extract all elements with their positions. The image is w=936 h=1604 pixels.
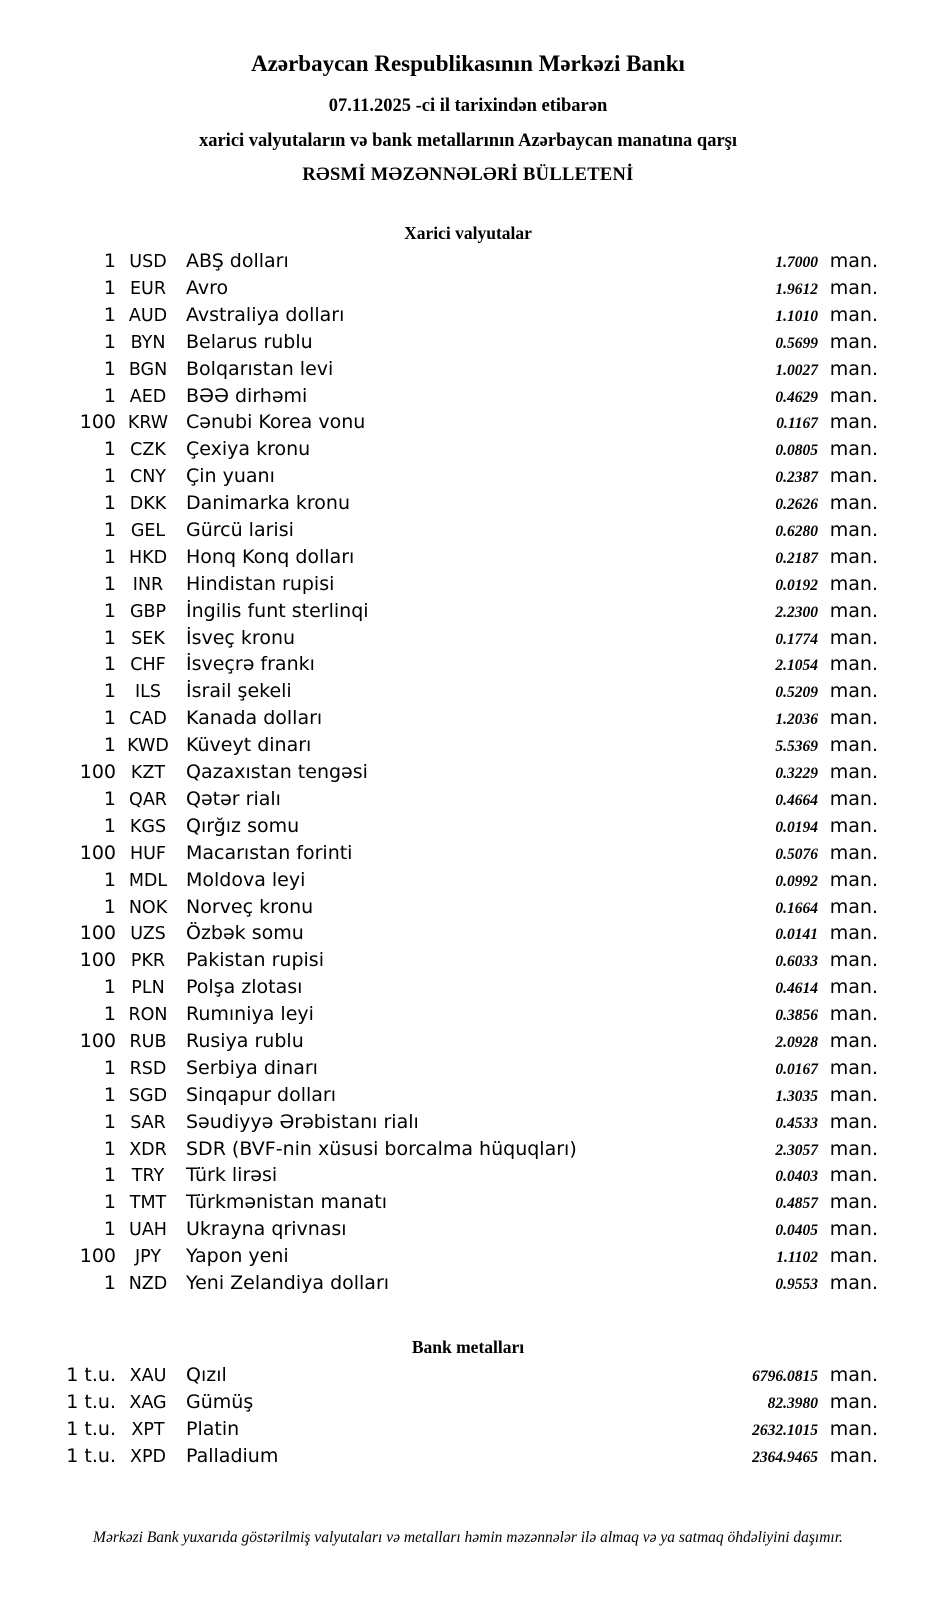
currency-name: Gürcü larisi xyxy=(186,519,294,542)
currency-row xyxy=(58,546,878,573)
currency-row xyxy=(58,1191,878,1218)
bank-title: Azərbaycan Respublikasının Mərkəzi Bankı xyxy=(251,51,685,76)
currency-unit-label: man. xyxy=(829,680,878,703)
currency-rate: 0.4629 xyxy=(775,388,818,406)
currency-code: AED xyxy=(129,386,167,407)
currency-code: JPY xyxy=(134,1247,162,1268)
currency-name: Kanada dolları xyxy=(186,707,323,730)
currency-quantity: 1 xyxy=(103,626,116,649)
bulletin-subtitle: xarici valyutaların və bank metallarının Azərbaycan manatına qarşı xyxy=(198,130,738,151)
currency-quantity: 100 xyxy=(79,949,116,972)
currency-name: Türkmənistan manatı xyxy=(186,1191,388,1214)
currencies-section-heading: Xarici valyutalar xyxy=(404,223,532,244)
currency-row xyxy=(58,465,878,492)
currency-code: KWD xyxy=(127,736,169,757)
currency-quantity: 100 xyxy=(79,1029,116,1052)
currency-row xyxy=(58,1164,878,1191)
metal-row xyxy=(58,1391,878,1418)
currency-row xyxy=(58,1057,878,1084)
currency-rate: 1.1010 xyxy=(775,307,818,325)
currency-row xyxy=(58,1030,878,1057)
currency-code: UZS xyxy=(130,924,166,945)
currency-row xyxy=(58,519,878,546)
metal-unit-label: man. xyxy=(829,1390,878,1413)
currency-row xyxy=(58,1003,878,1030)
currency-unit-label: man. xyxy=(829,438,878,461)
currency-code: DKK xyxy=(129,494,167,515)
currency-quantity: 100 xyxy=(79,841,116,864)
currency-rate: 1.0027 xyxy=(775,361,818,379)
currency-unit-label: man. xyxy=(829,1003,878,1026)
currency-rate: 1.9612 xyxy=(775,281,818,299)
currency-unit-label: man. xyxy=(829,545,878,568)
currency-name: Yeni Zelandiya dolları xyxy=(186,1271,390,1294)
currency-unit-label: man. xyxy=(829,626,878,649)
currency-rate: 0.2187 xyxy=(775,549,818,567)
metal-row xyxy=(58,1418,878,1445)
currency-unit-label: man. xyxy=(829,949,878,972)
currency-unit-label: man. xyxy=(829,572,878,595)
currency-quantity: 1 xyxy=(103,492,116,515)
currency-unit-label: man. xyxy=(829,976,878,999)
currency-rate: 1.7000 xyxy=(775,254,818,272)
currency-unit-label: man. xyxy=(829,357,878,380)
currency-name: Avro xyxy=(186,277,229,300)
currency-rate: 1.1102 xyxy=(776,1249,818,1267)
currency-code: TRY xyxy=(131,1166,165,1187)
currency-quantity: 1 xyxy=(103,734,116,757)
currency-rate: 0.0403 xyxy=(775,1168,818,1186)
currency-rate: 5.5369 xyxy=(775,738,818,756)
currency-name: Hindistan rupisi xyxy=(186,572,335,595)
currency-quantity: 1 xyxy=(103,814,116,837)
currency-unit-label: man. xyxy=(829,841,878,864)
currency-code: BGN xyxy=(128,359,168,380)
currency-unit-label: man. xyxy=(829,1137,878,1160)
currency-rate: 0.3229 xyxy=(775,765,818,783)
currency-rate: 1.2036 xyxy=(775,711,818,729)
currency-rate: 0.5209 xyxy=(775,684,818,702)
currency-rate: 0.1774 xyxy=(775,630,818,648)
currency-quantity: 1 xyxy=(103,653,116,676)
currency-quantity: 1 xyxy=(103,787,116,810)
metal-rate: 2364.9465 xyxy=(752,1448,818,1466)
currency-quantity: 1 xyxy=(103,438,116,461)
currency-code: SAR xyxy=(130,1112,166,1133)
currency-quantity: 100 xyxy=(79,922,116,945)
currency-quantity: 1 xyxy=(103,1191,116,1214)
currency-code: GBP xyxy=(129,601,167,622)
currency-rate: 0.5699 xyxy=(775,334,818,352)
currency-unit-label: man. xyxy=(829,277,878,300)
currency-quantity: 1 xyxy=(103,895,116,918)
currency-unit-label: man. xyxy=(829,707,878,730)
currency-rate: 0.1167 xyxy=(776,415,818,433)
currency-quantity: 1 xyxy=(103,1164,116,1187)
currency-code: SEK xyxy=(131,628,165,649)
currency-code: ILS xyxy=(134,682,162,703)
currency-quantity: 1 xyxy=(103,599,116,622)
currency-row xyxy=(58,411,878,438)
currency-quantity: 100 xyxy=(79,761,116,784)
metal-name: Gümüş xyxy=(186,1390,254,1413)
currency-quantity: 1 xyxy=(103,519,116,542)
currency-unit-label: man. xyxy=(829,1110,878,1133)
currency-code: KGS xyxy=(129,816,167,837)
currency-name: Çin yuanı xyxy=(186,465,275,488)
currency-unit-label: man. xyxy=(829,1056,878,1079)
currency-rate: 0.6280 xyxy=(775,523,818,541)
currency-name: İsveçrə frankı xyxy=(186,653,315,676)
currency-rate: 2.1054 xyxy=(775,657,818,675)
currency-code: RON xyxy=(128,1005,168,1026)
currency-unit-label: man. xyxy=(829,411,878,434)
currency-quantity: 1 xyxy=(103,1003,116,1026)
currency-row xyxy=(58,680,878,707)
effective-date-line: 07.11.2025 -ci il tarixindən etibarən xyxy=(328,95,608,116)
currency-name: Danimarka kronu xyxy=(186,492,351,515)
currency-name: Bolqarıstan levi xyxy=(186,357,334,380)
currency-row xyxy=(58,976,878,1003)
currency-unit-label: man. xyxy=(829,895,878,918)
currency-code: INR xyxy=(132,574,164,595)
currency-rate: 0.5076 xyxy=(775,845,818,863)
currency-name: Səudiyyə Ərəbistanı rialı xyxy=(186,1110,419,1133)
currency-row xyxy=(58,896,878,923)
currency-rate: 0.0141 xyxy=(775,926,818,944)
currency-code: NZD xyxy=(128,1273,168,1294)
currency-name: Yapon yeni xyxy=(186,1245,289,1268)
currency-name: Moldova leyi xyxy=(186,868,306,891)
currency-rate: 0.0192 xyxy=(775,576,818,594)
metal-unit-label: man. xyxy=(829,1417,878,1440)
currency-unit-label: man. xyxy=(829,1245,878,1268)
currency-name: Serbiya dinarı xyxy=(186,1056,318,1079)
currency-name: Ukrayna qrivnası xyxy=(186,1218,347,1241)
currency-code: QAR xyxy=(129,789,167,810)
metal-name: Palladium xyxy=(186,1444,279,1467)
currency-quantity: 1 xyxy=(103,572,116,595)
currency-name: Norveç kronu xyxy=(186,895,314,918)
currency-quantity: 1 xyxy=(103,384,116,407)
currency-quantity: 1 xyxy=(103,868,116,891)
currency-name: Cənubi Korea vonu xyxy=(186,411,366,434)
currency-row xyxy=(58,573,878,600)
metal-rate: 6796.0815 xyxy=(752,1367,818,1385)
currency-name: Polşa zlotası xyxy=(186,976,303,999)
currency-name: Qırğız somu xyxy=(186,814,300,837)
currency-rate: 0.0805 xyxy=(775,442,818,460)
currency-name: Özbək somu xyxy=(186,922,304,945)
currency-code: PKR xyxy=(130,951,166,972)
metal-rate: 2632.1015 xyxy=(752,1421,818,1439)
currency-quantity: 1 xyxy=(103,1056,116,1079)
currency-rate: 0.4533 xyxy=(775,1114,818,1132)
currency-code: KRW xyxy=(127,413,169,434)
currency-name: Türk lirəsi xyxy=(186,1164,278,1187)
metal-quantity: 1 t.u. xyxy=(66,1363,116,1386)
currency-name: SDR (BVF-nin xüsusi borcalma hüquqları) xyxy=(186,1137,577,1160)
currency-row xyxy=(58,707,878,734)
currency-quantity: 1 xyxy=(103,465,116,488)
currency-unit-label: man. xyxy=(829,1271,878,1294)
metal-unit-label: man. xyxy=(829,1363,878,1386)
currency-unit-label: man. xyxy=(829,492,878,515)
currency-unit-label: man. xyxy=(829,330,878,353)
currency-quantity: 1 xyxy=(103,1083,116,1106)
currency-code: USD xyxy=(129,252,167,273)
currency-rate: 0.9553 xyxy=(775,1275,818,1293)
currency-row xyxy=(58,734,878,761)
currency-rate: 0.2387 xyxy=(775,469,818,487)
currency-quantity: 1 xyxy=(103,1271,116,1294)
currencies-table xyxy=(58,250,878,1299)
currency-name: Çexiya kronu xyxy=(186,438,311,461)
currency-code: AUD xyxy=(128,305,168,326)
currency-unit-label: man. xyxy=(829,1191,878,1214)
currency-code: PLN xyxy=(131,978,165,999)
currency-code: GEL xyxy=(130,521,166,542)
currency-row xyxy=(58,250,878,277)
currency-row xyxy=(58,385,878,412)
metal-quantity: 1 t.u. xyxy=(66,1444,116,1467)
currency-quantity: 1 xyxy=(103,303,116,326)
currency-row xyxy=(58,1245,878,1272)
currency-quantity: 1 xyxy=(103,1137,116,1160)
currency-row xyxy=(58,922,878,949)
currency-quantity: 1 xyxy=(103,1110,116,1133)
metals-table xyxy=(58,1364,878,1472)
currency-row xyxy=(58,1272,878,1299)
currency-quantity: 1 xyxy=(103,1218,116,1241)
currency-rate: 2.0928 xyxy=(775,1033,818,1051)
currency-row xyxy=(58,1084,878,1111)
currency-unit-label: man. xyxy=(829,519,878,542)
currency-rate: 0.1664 xyxy=(775,899,818,917)
metal-name: Qızıl xyxy=(186,1363,227,1386)
currency-code: RSD xyxy=(129,1058,167,1079)
currency-unit-label: man. xyxy=(829,761,878,784)
currency-unit-label: man. xyxy=(829,250,878,273)
currency-rate: 1.3035 xyxy=(775,1087,818,1105)
currency-row xyxy=(58,600,878,627)
currency-code: CNY xyxy=(130,467,166,488)
currency-code: HUF xyxy=(129,843,167,864)
currency-quantity: 100 xyxy=(79,411,116,434)
currency-row xyxy=(58,1138,878,1165)
currency-name: Belarus rublu xyxy=(186,330,313,353)
currency-quantity: 1 xyxy=(103,277,116,300)
currency-rate: 0.3856 xyxy=(775,1007,818,1025)
currency-rate: 0.6033 xyxy=(775,953,818,971)
currency-row xyxy=(58,842,878,869)
currency-rate: 0.0194 xyxy=(775,818,818,836)
currency-code: SGD xyxy=(128,1085,168,1106)
currency-row xyxy=(58,1111,878,1138)
bulletin-title: RƏSMİ MƏZƏNNƏLƏRİ BÜLLETENİ xyxy=(302,165,634,185)
currency-row xyxy=(58,358,878,385)
currency-row xyxy=(58,653,878,680)
currency-rate: 0.4857 xyxy=(775,1195,818,1213)
currency-name: İsveç kronu xyxy=(186,626,296,649)
metal-code: XAG xyxy=(129,1392,167,1413)
currency-code: CHF xyxy=(130,655,166,676)
currency-code: UAH xyxy=(129,1220,167,1241)
currency-row xyxy=(58,331,878,358)
currency-rate: 0.0405 xyxy=(775,1222,818,1240)
currency-name: İngilis funt sterlinqi xyxy=(186,599,369,622)
currency-unit-label: man. xyxy=(829,599,878,622)
currency-row xyxy=(58,304,878,331)
currency-row xyxy=(58,627,878,654)
currency-code: RUB xyxy=(129,1031,167,1052)
currency-unit-label: man. xyxy=(829,465,878,488)
currency-row xyxy=(58,492,878,519)
currency-quantity: 1 xyxy=(103,545,116,568)
currency-unit-label: man. xyxy=(829,1083,878,1106)
currency-unit-label: man. xyxy=(829,1218,878,1241)
currency-unit-label: man. xyxy=(829,653,878,676)
currency-row xyxy=(58,1218,878,1245)
currency-quantity: 1 xyxy=(103,250,116,273)
currency-name: BƏƏ dirhəmi xyxy=(186,384,308,407)
currency-name: Qətər rialı xyxy=(186,787,281,810)
currency-quantity: 1 xyxy=(103,707,116,730)
currency-quantity: 1 xyxy=(103,680,116,703)
metal-quantity: 1 t.u. xyxy=(66,1417,116,1440)
currency-code: BYN xyxy=(130,332,166,353)
currency-code: NOK xyxy=(128,897,168,918)
currency-quantity: 100 xyxy=(79,1245,116,1268)
metal-name: Platin xyxy=(186,1417,240,1440)
currency-code: XDR xyxy=(129,1139,167,1160)
currency-name: Pakistan rupisi xyxy=(186,949,324,972)
currency-code: CAD xyxy=(129,709,167,730)
metal-code: XAU xyxy=(129,1365,167,1386)
currency-unit-label: man. xyxy=(829,384,878,407)
currency-unit-label: man. xyxy=(829,1029,878,1052)
currency-code: EUR xyxy=(129,279,167,300)
currency-unit-label: man. xyxy=(829,787,878,810)
currency-row xyxy=(58,761,878,788)
currency-quantity: 1 xyxy=(103,357,116,380)
currency-name: Macarıstan forinti xyxy=(186,841,353,864)
metal-row xyxy=(58,1364,878,1391)
metal-rate: 82.3980 xyxy=(767,1394,818,1412)
currency-code: MDL xyxy=(128,870,168,891)
currency-name: Rusiya rublu xyxy=(186,1029,304,1052)
currency-code: CZK xyxy=(130,440,166,461)
currency-code: KZT xyxy=(130,763,166,784)
currency-rate: 0.0167 xyxy=(775,1060,818,1078)
currency-row xyxy=(58,438,878,465)
currency-unit-label: man. xyxy=(829,734,878,757)
currency-name: Honq Konq dolları xyxy=(186,545,355,568)
currency-code: HKD xyxy=(128,547,168,568)
currency-quantity: 1 xyxy=(103,330,116,353)
currency-code: TMT xyxy=(129,1193,167,1214)
currency-name: Qazaxıstan tengəsi xyxy=(186,761,368,784)
metal-row xyxy=(58,1445,878,1472)
currency-name: ABŞ dolları xyxy=(186,250,289,273)
currency-unit-label: man. xyxy=(829,1164,878,1187)
currency-rate: 2.2300 xyxy=(775,603,818,621)
currency-name: Sinqapur dolları xyxy=(186,1083,337,1106)
disclaimer-text: Mərkəzi Bank yuxarıda göstərilmiş valyutaları və metalları həmin məzənnələr ilə almaq və ya satmaq öhdəliyini daşımır. xyxy=(93,1529,843,1547)
currency-row xyxy=(58,949,878,976)
metal-code: XPT xyxy=(131,1419,165,1440)
metal-unit-label: man. xyxy=(829,1444,878,1467)
currency-name: Küveyt dinarı xyxy=(186,734,312,757)
currency-unit-label: man. xyxy=(829,868,878,891)
currency-unit-label: man. xyxy=(829,814,878,837)
currency-rate: 0.4664 xyxy=(775,791,818,809)
currency-row xyxy=(58,815,878,842)
currency-rate: 2.3057 xyxy=(775,1141,818,1159)
currency-rate: 0.4614 xyxy=(775,980,818,998)
currency-row xyxy=(58,869,878,896)
currency-name: Avstraliya dolları xyxy=(186,303,345,326)
currency-name: Rumıniya leyi xyxy=(186,1003,314,1026)
currency-quantity: 1 xyxy=(103,976,116,999)
metal-code: XPD xyxy=(129,1446,167,1467)
currency-row xyxy=(58,788,878,815)
currency-rate: 0.0992 xyxy=(775,872,818,890)
currency-unit-label: man. xyxy=(829,303,878,326)
currency-row xyxy=(58,277,878,304)
currency-name: İsrail şekeli xyxy=(186,680,292,703)
currency-rate: 0.2626 xyxy=(775,496,818,514)
metal-quantity: 1 t.u. xyxy=(66,1390,116,1413)
metals-section-heading: Bank metalları xyxy=(411,1336,525,1357)
currency-unit-label: man. xyxy=(829,922,878,945)
